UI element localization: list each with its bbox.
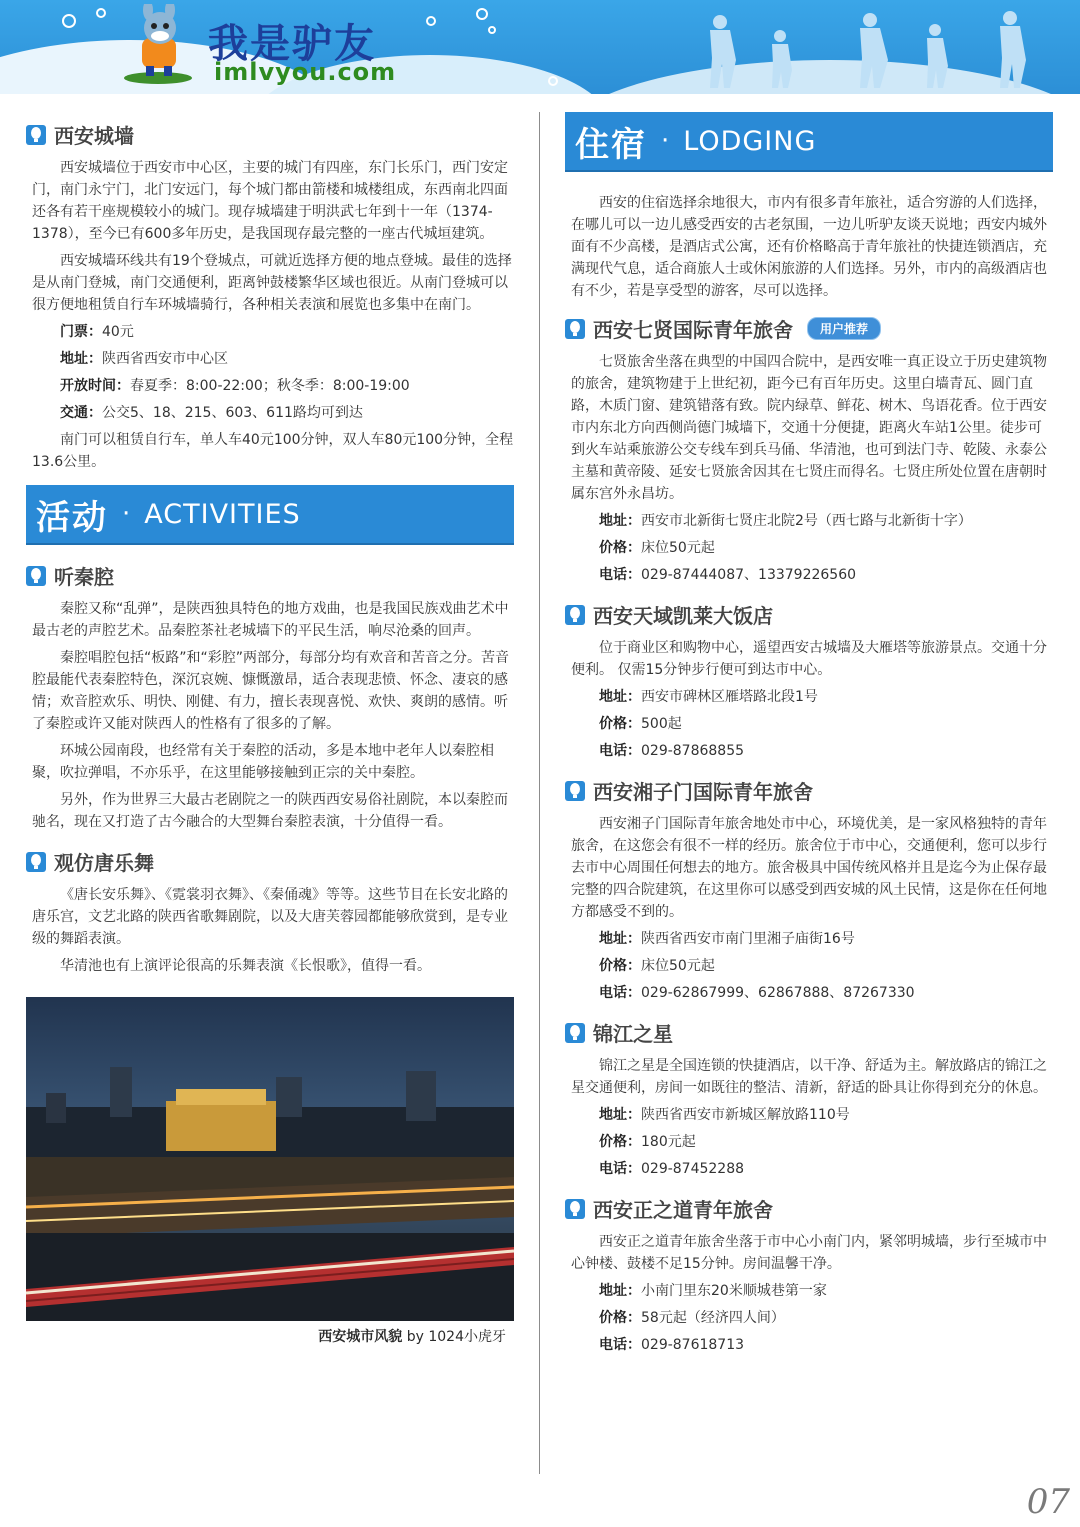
balloon-icon	[565, 319, 585, 339]
paragraph: 位于商业区和购物中心，遥望西安古城墙及大雁塔等旅游景点。交通十分便利。 仅需15分钟步行便可到达市中心。	[571, 640, 1047, 678]
balloon-icon	[565, 605, 585, 625]
section-heading-city-wall	[26, 120, 514, 149]
logo-title: 我是驴友	[208, 21, 376, 67]
section-heading-jinjiang	[565, 1018, 1053, 1047]
section-title: 西安湘子门国际青年旅舍	[593, 780, 813, 804]
paragraph: 环城公园南段，也经常有关于秦腔的活动，多是本地中老年人以秦腔相聚，吹拉弹唱，不亦乐乎，在这里能够接触到正宗的关中秦腔。	[32, 743, 494, 781]
banner-title-en: LODGING	[683, 125, 817, 157]
section-title: 西安城墙	[54, 124, 134, 148]
section-title: 西安天域凯莱大饭店	[593, 604, 773, 628]
section-title: 西安七贤国际青年旅舍	[593, 318, 793, 342]
balloon-icon	[26, 852, 46, 872]
paragraph: 西安正之道青年旅舍坐落于市中心小南门内，紧邻明城墙，步行至城市中心钟楼、鼓楼不足15分钟。房间温馨干净。	[571, 1234, 1047, 1272]
section-heading-qixian	[565, 314, 1053, 343]
banner-dot: ·	[122, 499, 131, 529]
paragraph: 锦江之星是全国连锁的快捷酒店，以干净、舒适为主。解放路店的锦江之星交通便利，房间一如既往的整洁、清新，舒适的卧具让你得到充分的休息。	[571, 1058, 1047, 1096]
info-phone: 电话：029-87618713	[599, 1337, 745, 1353]
donkey-mascot-icon	[116, 4, 206, 88]
paragraph: 秦腔唱腔包括“板路”和“彩腔”两部分，每部分均有欢音和苦音之分。苦音腔最能代表秦腔特色，深沉哀婉、慷慨激昂，适合表现悲愤、怀念、凄哀的感情；欢音腔欢乐、明快、刚健、有力，擅长表现喜悦、欢快、爽朗的感情。听了秦腔或许又能对陕西人的性格有了很多的了解。	[32, 650, 510, 732]
left-column	[26, 120, 514, 1346]
info-phone: 电话：029-87868855	[599, 743, 745, 759]
city-night-photo-icon	[26, 997, 514, 1321]
info-ticket: 门票：40元	[60, 324, 134, 340]
paragraph: 另外，作为世界三大最古老剧院之一的陕西西安易俗社剧院，本以秦腔而驰名，现在又打造了古今融合的大型舞台秦腔表演，十分值得一看。	[32, 792, 508, 830]
section-heading-xiangzimen	[565, 776, 1053, 805]
section-heading-qinqiang	[26, 561, 514, 590]
column-divider	[539, 112, 540, 1474]
balloon-icon	[565, 781, 585, 801]
city-photo	[26, 997, 514, 1321]
info-address: 地址：西安市北新街七贤庄北院2号（西七路与北新街十字）	[599, 513, 972, 529]
info-address: 地址：陕西省西安市南门里湘子庙街16号	[599, 931, 855, 947]
lodging-banner	[565, 112, 1053, 172]
section-title: 西安正之道青年旅舍	[593, 1198, 773, 1222]
info-hours: 开放时间：春夏季：8:00-22:00；秋冬季：8:00-19:00	[60, 378, 410, 394]
balloon-icon	[565, 1023, 585, 1043]
balloon-icon	[565, 1199, 585, 1219]
banner-title-zh: 住宿	[575, 124, 647, 165]
info-price: 价格：58元起（经济四人间）	[599, 1310, 785, 1326]
banner-dot: ·	[661, 126, 670, 156]
info-address: 地址：陕西省西安市中心区	[60, 351, 228, 367]
info-phone: 电话：029-62867999、62867888、87267330	[599, 985, 915, 1001]
info-address: 地址：西安市碑林区雁塔路北段1号	[599, 689, 818, 705]
photo-caption: 西安城市风貌 by 1024小虎牙	[318, 1329, 506, 1345]
balloon-icon	[26, 566, 46, 586]
recommend-badge: 用户推荐	[807, 317, 881, 340]
right-column	[565, 112, 1053, 1361]
section-heading-tianyu	[565, 600, 1053, 629]
info-phone: 电话：029-87444087、13379226560	[599, 567, 857, 583]
paragraph: 南门可以租赁自行车，单人车40元100分钟，双人车80元100分钟，全程13.6公里。	[32, 432, 514, 470]
info-phone: 电话：029-87452288	[599, 1161, 745, 1177]
info-price: 价格：床位50元起	[599, 958, 715, 974]
info-traffic: 交通：公交5、18、215、603、611路均可到达	[60, 405, 363, 421]
paragraph: 秦腔又称“乱弹”，是陕西独具特色的地方戏曲，也是我国民族戏曲艺术中最古老的声腔艺术。品秦腔茶社老城墙下的平民生活，响尽沧桑的回声。	[32, 601, 509, 639]
hikers-silhouette-icon	[630, 8, 1060, 88]
section-title: 听秦腔	[54, 565, 114, 589]
paragraph: 华清池也有上演评论很高的乐舞表演《长恨歌》，值得一看。	[60, 958, 431, 974]
paragraph: 西安城墙位于西安市中心区，主要的城门有四座，东门长乐门，西门安定门，南门永宁门，北门安远门，每个城门都由箭楼和城楼组成，东西南北四面还各有若干座规模较小的城门。现存城墙建于明洪武七年到十一年（1374-1378），至今已有600多年历史，是我国现存最完整的一座古代城垣建筑。	[32, 160, 508, 242]
page-number: 07	[1026, 1482, 1070, 1522]
logo-url: imlvyou.com	[214, 58, 397, 86]
page-header	[0, 0, 1080, 94]
section-title: 锦江之星	[593, 1022, 673, 1046]
section-heading-dance	[26, 847, 514, 876]
paragraph: 西安湘子门国际青年旅舍地处市中心，环境优美，是一家风格独特的青年旅舍，在这您会有很不一样的经历。旅舍位于市中心，交通便利，您可以步行去市中心周围任何想去的地方。旅舍极具中国传统风格并且是迄今为止保存最完整的四合院建筑，在这里你可以感受到西安城的风土民情，这是你在任何地方都感受不到的。	[571, 816, 1047, 920]
balloon-icon	[26, 125, 46, 145]
paragraph: 《唐长安乐舞》、《霓裳羽衣舞》、《秦俑魂》等等。这些节目在长安北路的唐乐宫，文艺北路的陕西省歌舞剧院，以及大唐芙蓉园都能够欣赏到，是专业级的舞蹈表演。	[32, 887, 508, 947]
paragraph: 西安城墙环线共有19个登城点，可就近选择方便的地点登城。最佳的选择是从南门登城，南门交通便利，距离钟鼓楼繁华区域也很近。从南门登城可以很方便地租赁自行车环城墙骑行，各种相关表演和展览也多集中在南门。	[32, 253, 512, 313]
banner-title-en: ACTIVITIES	[144, 498, 301, 530]
info-price: 价格：180元起	[599, 1134, 696, 1150]
info-address: 地址：小南门里东20米顺城巷第一家	[599, 1283, 827, 1299]
info-price: 价格：床位50元起	[599, 540, 715, 556]
activities-banner	[26, 485, 514, 545]
paragraph: 七贤旅舍坐落在典型的中国四合院中，是西安唯一真正设立于历史建筑物的旅舍，建筑物建于上世纪初，距今已有百年历史。这里白墙青瓦、圆门直路，木质门窗、建筑错落有致。院内绿草、鲜花、树木、鸟语花香。位于西安市内东北方向西侧尚德门城墙下，交通十分便捷，距离火车站1公里。徒步可到火车站乘旅游公交专线车到兵马俑、华清池，也可到法门寺、乾陵、永泰公主墓和黄帝陵、延安七贤旅舍因其在七贤庄而得名。七贤庄所处位置在唐朝时属东宫外永昌坊。	[571, 354, 1047, 502]
paragraph: 西安的住宿选择余地很大，市内有很多青年旅社，适合穷游的人们选择，在哪儿可以一边儿感受西安的古老氛围，一边儿听驴友谈天说地；西安内城外面有不少高楼，是酒店式公寓，还有价格略高于青年旅社的快捷连锁酒店，充满现代气息，适合商旅人士或休闲旅游的人们选择。另外，市内的高级酒店也有不少，若是享受型的游客，尽可以选择。	[571, 195, 1047, 299]
section-heading-zhengzhidao	[565, 1194, 1053, 1223]
info-price: 价格：500起	[599, 716, 682, 732]
info-address: 地址：陕西省西安市新城区解放路110号	[599, 1107, 850, 1123]
section-title: 观仿唐乐舞	[54, 851, 154, 875]
banner-title-zh: 活动	[36, 497, 108, 538]
